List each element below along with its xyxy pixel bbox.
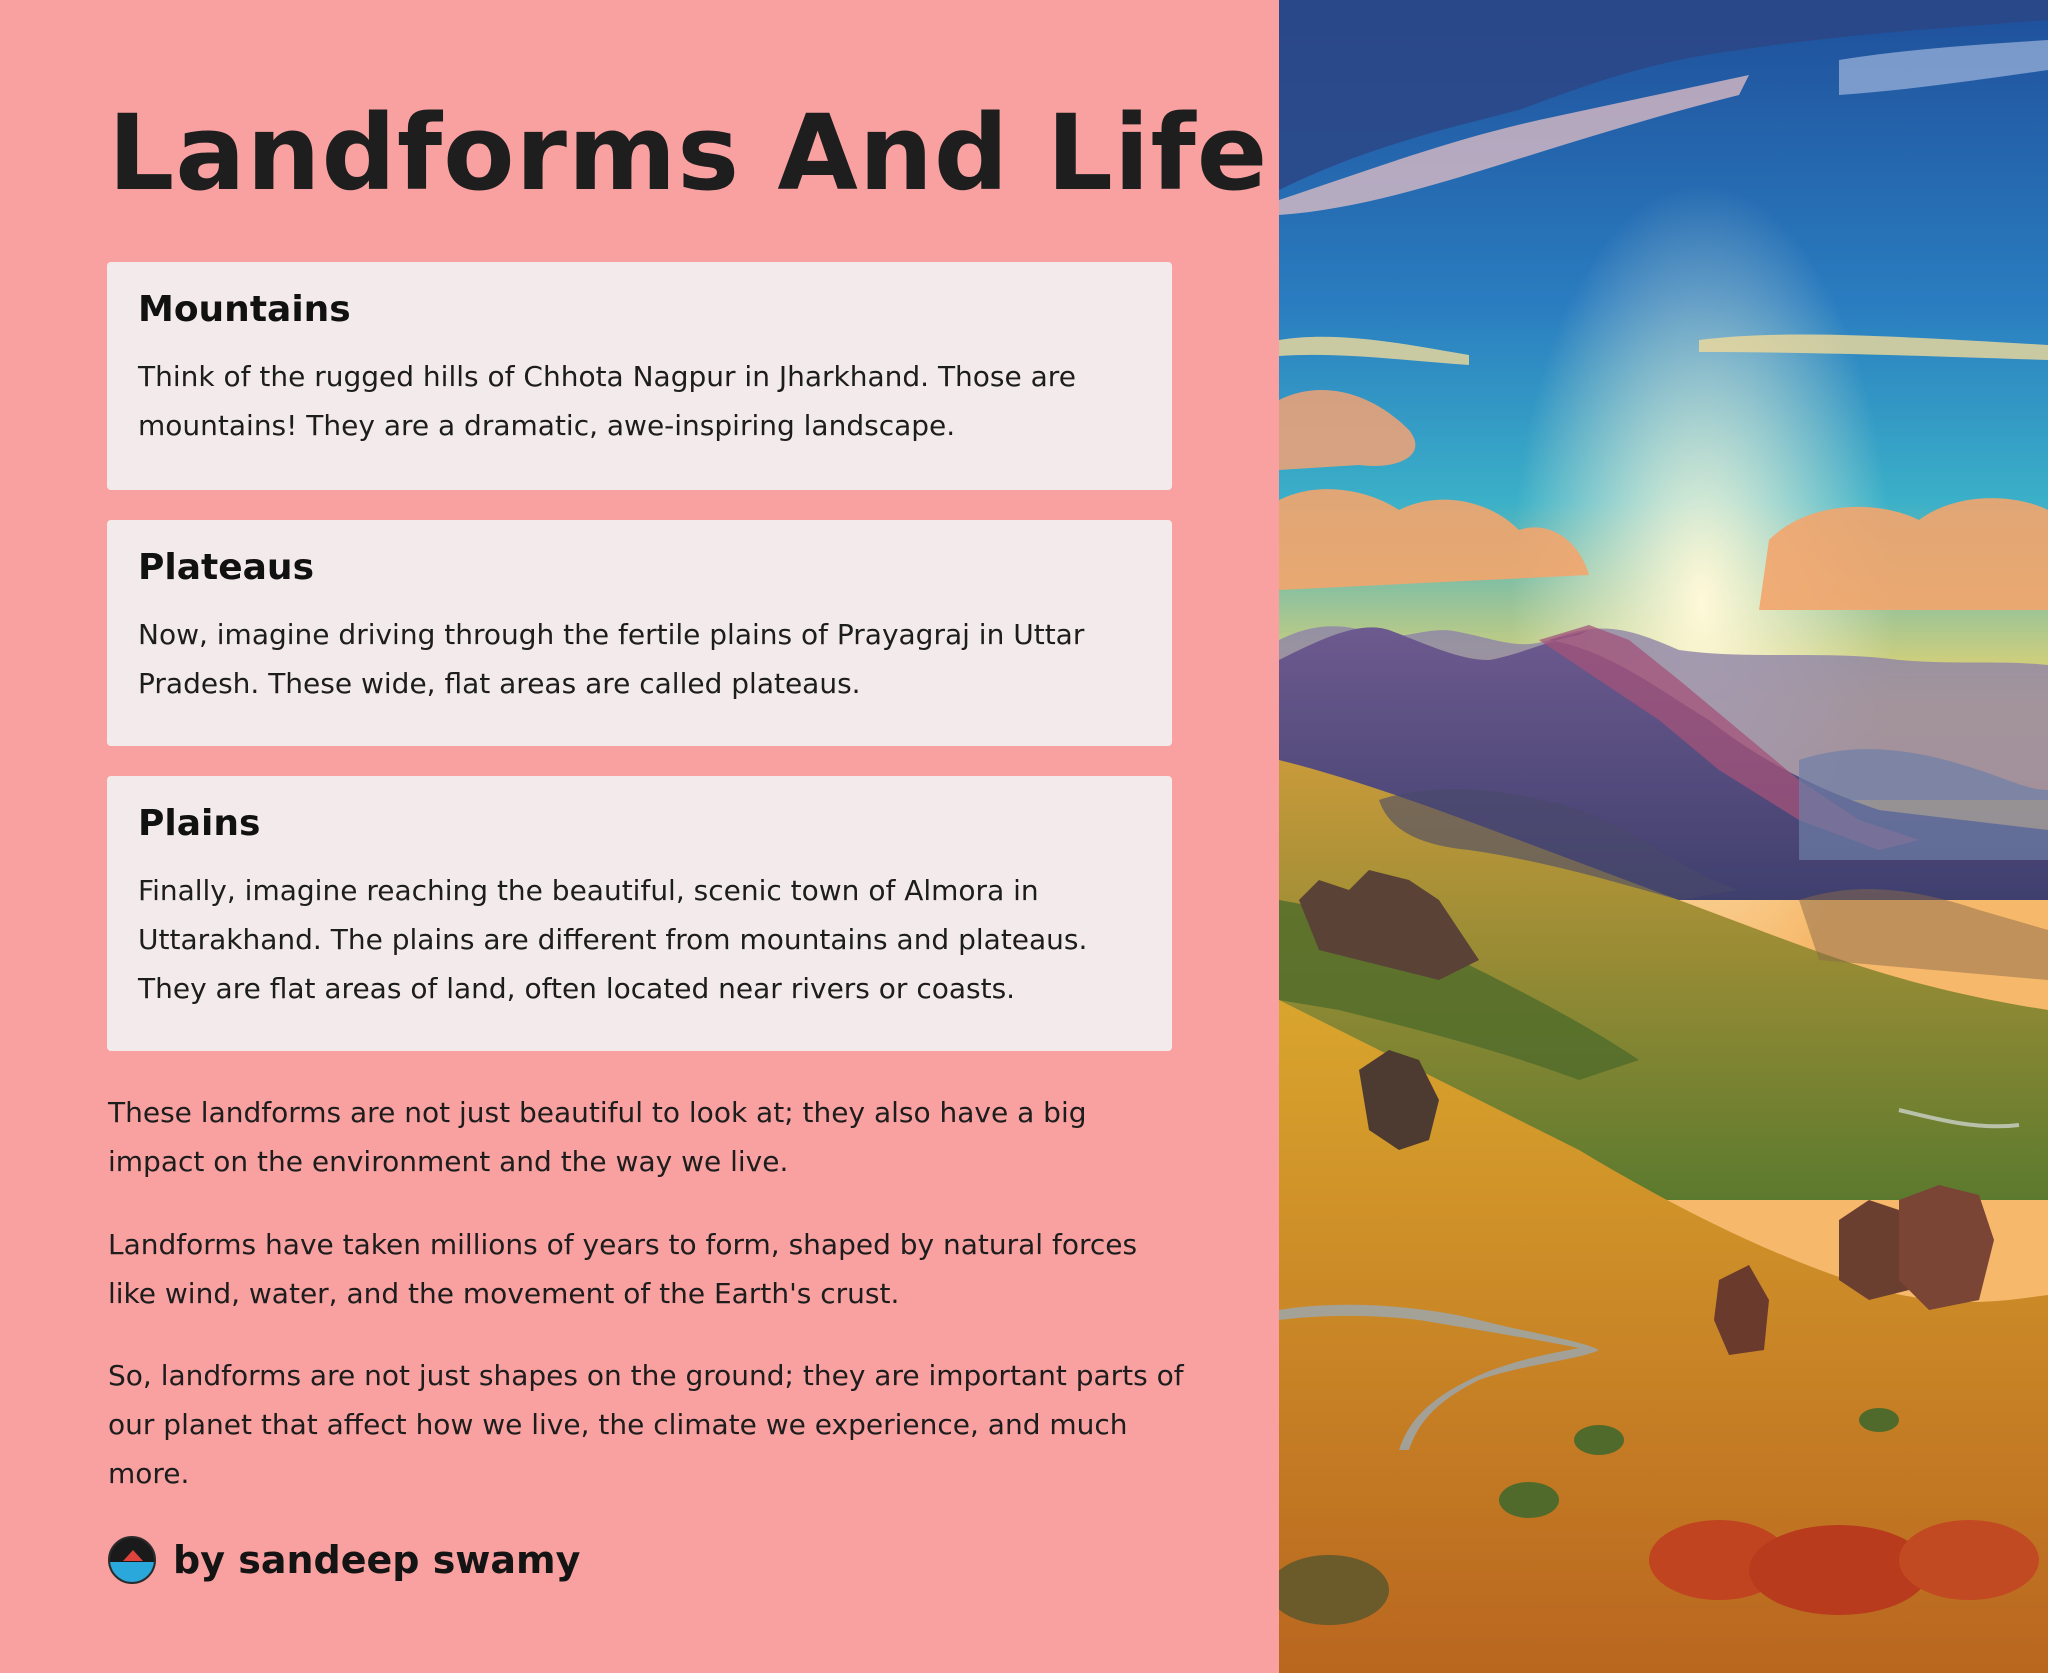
author-avatar [108, 1536, 156, 1584]
card-heading: Mountains [138, 289, 351, 330]
paragraph-impact: These landforms are not just beautiful to look at; they also have a big impact on the environment and the way we live. [108, 1096, 1087, 1178]
author-name: by sandeep swamy [173, 1538, 581, 1582]
byline [108, 1536, 580, 1584]
landscape-image [1279, 0, 2048, 1673]
paragraph-formation: Landforms have taken millions of years to form, shaped by natural forces like wind, water, and the movement of the Earth's crust. [108, 1228, 1138, 1310]
page-title: Landforms And Life [108, 92, 1269, 214]
card-heading: Plateaus [138, 547, 314, 588]
card-mountains [107, 262, 1172, 490]
card-plateaus [107, 520, 1172, 746]
card-text: Think of the rugged hills of Chhota Nagpur in Jharkhand. Those are mountains! They are a dramatic, awe-inspiring landscape. [138, 360, 1076, 442]
card-plains [107, 776, 1172, 1051]
card-heading: Plains [138, 803, 261, 844]
card-text: Finally, imagine reaching the beautiful, scenic town of Almora in Uttarakhand. The plains are different from mountains and plateaus. They are flat areas of land, often located near rivers or coasts. [138, 874, 1088, 1005]
card-text: Now, imagine driving through the fertile plains of Prayagraj in Uttar Pradesh. These wide, flat areas are called plateaus. [138, 618, 1085, 700]
paragraph-conclusion: So, landforms are not just shapes on the ground; they are important parts of our planet that affect how we live, the climate we experience, and much more. [108, 1359, 1184, 1490]
